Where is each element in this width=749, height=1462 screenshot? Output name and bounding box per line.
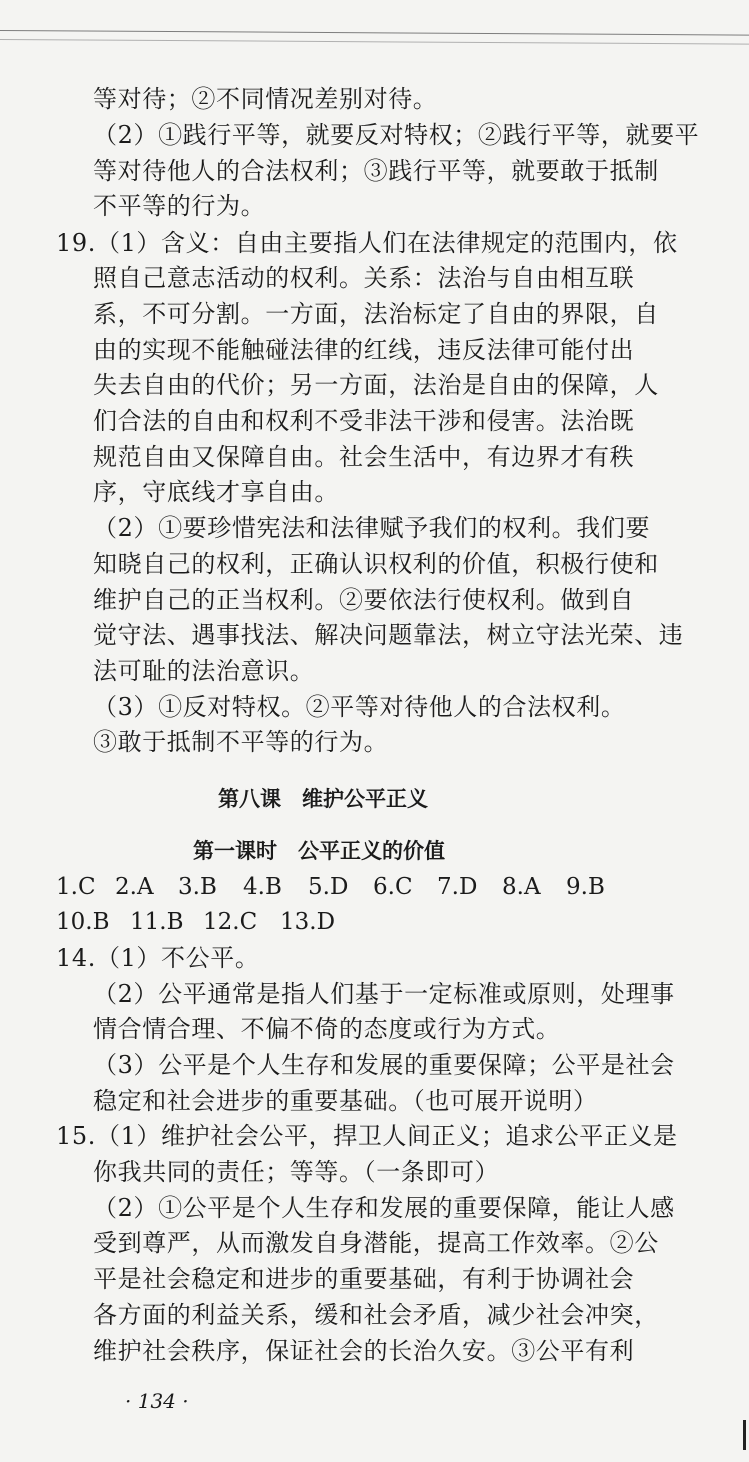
text-line: 14.（1）不公平。 xyxy=(56,944,260,972)
text-line: 由的实现不能触碰法律的红线，违反法律可能付出 xyxy=(93,336,635,364)
choice-answer: 7.D xyxy=(437,874,478,900)
text-line: 序，守底线才享自由。 xyxy=(93,478,339,506)
text-line: 觉守法、遇事找法、解决问题靠法，树立守法光荣、违 xyxy=(93,621,684,649)
choice-answer: 11.B xyxy=(130,909,184,935)
choice-answer: 10.B xyxy=(56,909,110,935)
text-line: 19.（1）含义：自由主要指人们在法律规定的范围内，依 xyxy=(56,229,678,257)
choice-answer: 6.C xyxy=(373,874,413,900)
choice-answer: 3.B xyxy=(178,874,217,900)
lesson-heading: 第八课 维护公平正义 xyxy=(218,787,428,811)
text-line: 维护自己的正当权利。②要依法行使权利。做到自 xyxy=(93,586,635,614)
choice-answer: 2.A xyxy=(115,874,154,900)
choice-answer: 1.C xyxy=(56,874,96,900)
choice-answer: 4.B xyxy=(243,874,282,900)
text-line: 受到尊严，从而激发自身潜能，提高工作效率。②公 xyxy=(93,1229,659,1257)
text-line: 等对待；②不同情况差别对待。 xyxy=(93,85,438,113)
page-edge-mark xyxy=(743,1420,746,1450)
text-line: 系，不可分割。一方面，法治标定了自由的界限，自 xyxy=(93,300,659,328)
text-line: （2）①践行平等，就要反对特权；②践行平等，就要平 xyxy=(93,121,700,149)
text-line: 知晓自己的权利，正确认识权利的价值，积极行使和 xyxy=(93,550,659,578)
text-line: 维护社会秩序，保证社会的长治久安。③公平有利 xyxy=(93,1337,635,1365)
choice-answer: 8.A xyxy=(502,874,541,900)
choice-answer: 9.B xyxy=(566,874,605,900)
text-line: （2）①要珍惜宪法和法律赋予我们的权利。我们要 xyxy=(93,514,651,542)
text-line: （3）公平是个人生存和发展的重要保障；公平是社会 xyxy=(93,1051,675,1079)
text-line: 等对待他人的合法权利；③践行平等，就要敢于抵制 xyxy=(93,157,659,185)
text-line: 平是社会稳定和进步的重要基础，有利于协调社会 xyxy=(93,1265,635,1293)
text-line: 们合法的自由和权利不受非法干涉和侵害。法治既 xyxy=(93,407,635,435)
text-line: （3）①反对特权。②平等对待他人的合法权利。 xyxy=(93,693,626,721)
text-line: （2）①公平是个人生存和发展的重要保障，能让人感 xyxy=(93,1194,675,1222)
text-line: 法可耻的法治意识。 xyxy=(93,657,315,685)
text-line: 不平等的行为。 xyxy=(93,192,266,220)
text-line: 规范自由又保障自由。社会生活中，有边界才有秩 xyxy=(93,443,635,471)
text-line: 各方面的利益关系，缓和社会矛盾，减少社会冲突， xyxy=(93,1301,659,1329)
text-line: 15.（1）维护社会公平，捍卫人间正义；追求公平正义是 xyxy=(56,1122,678,1150)
choice-answer: 5.D xyxy=(308,874,349,900)
text-line: ③敢于抵制不平等的行为。 xyxy=(93,728,389,756)
text-line: 你我共同的责任；等等。（一条即可） xyxy=(93,1158,500,1186)
choice-answer: 12.C xyxy=(203,909,258,935)
period-heading: 第一课时 公平正义的价值 xyxy=(193,839,445,863)
text-line: 失去自由的代价；另一方面，法治是自由的保障，人 xyxy=(93,371,659,399)
page-number: · 134 · xyxy=(125,1389,189,1413)
text-line: 照自己意志活动的权利。关系：法治与自由相互联 xyxy=(93,264,635,292)
text-line: 稳定和社会进步的重要基础。（也可展开说明） xyxy=(93,1087,598,1115)
choice-answer: 13.D xyxy=(280,909,336,935)
text-line: （2）公平通常是指人们基于一定标准或原则，处理事 xyxy=(93,980,675,1008)
text-line: 情合情合理、不偏不倚的态度或行为方式。 xyxy=(93,1015,561,1043)
